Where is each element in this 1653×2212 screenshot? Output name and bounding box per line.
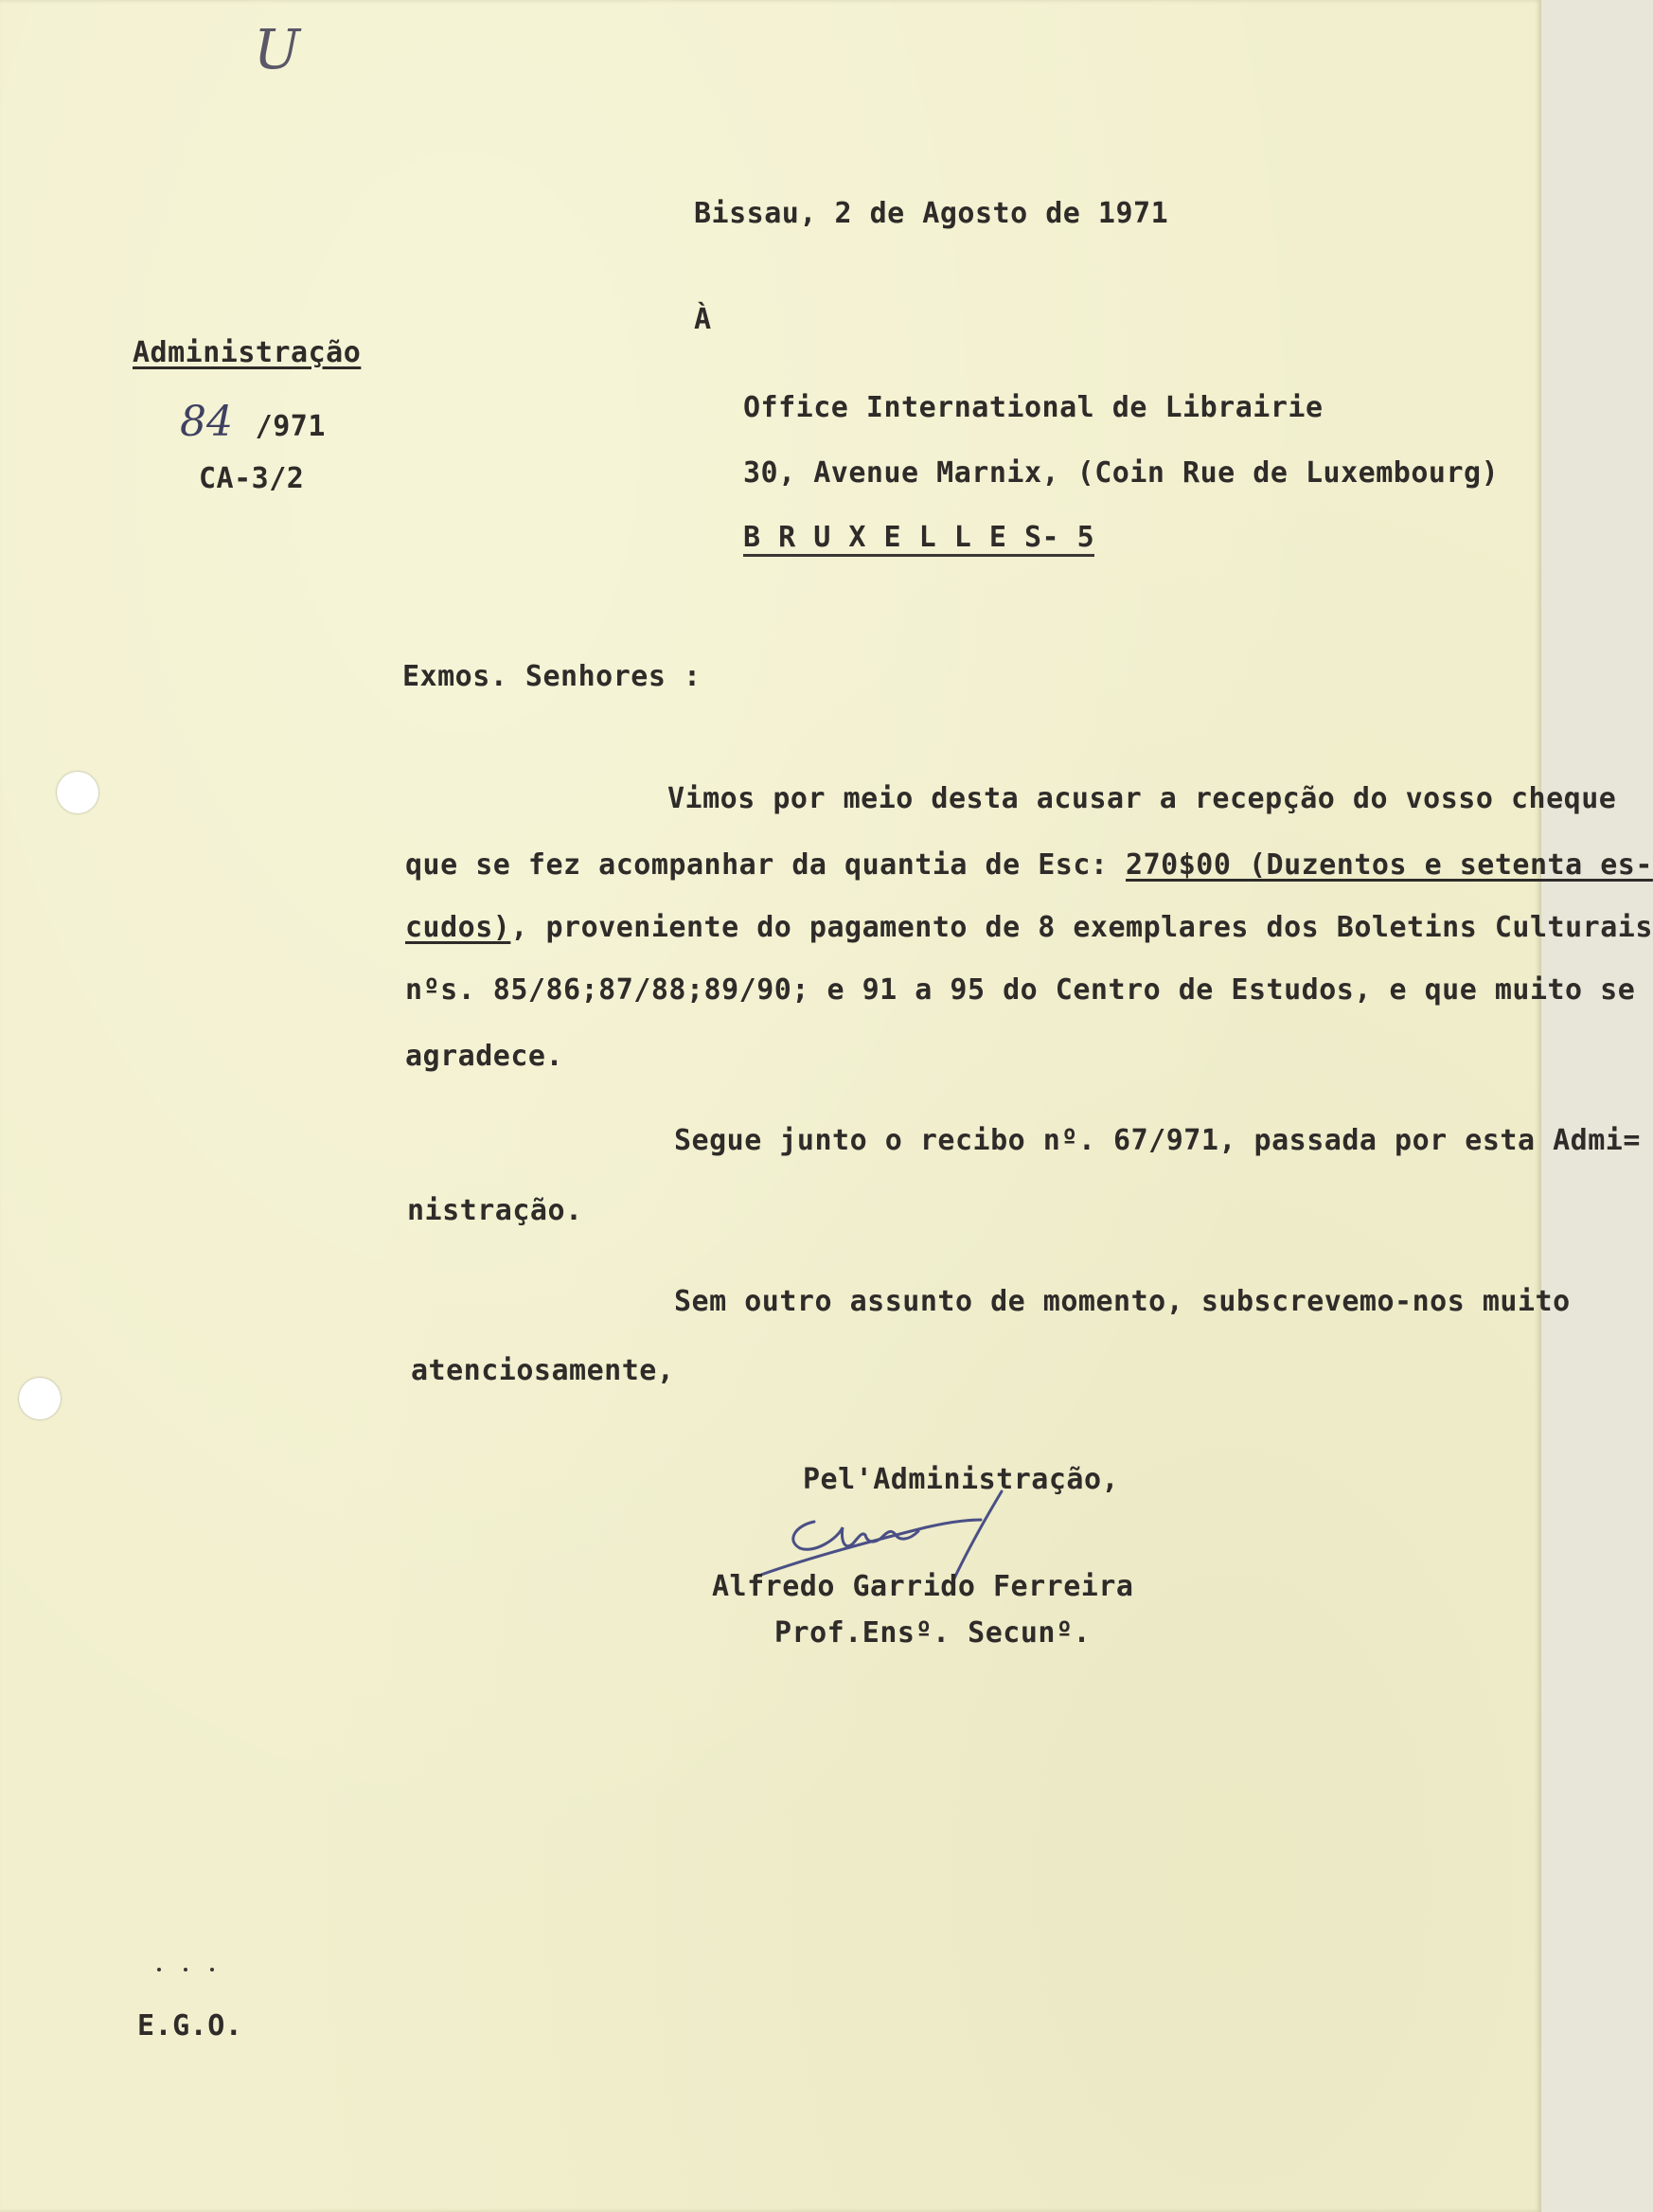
punch-hole-top [57, 772, 98, 813]
corner-handwritten-mark: U [254, 17, 300, 81]
amount-received-cont: cudos) [405, 911, 511, 944]
file-code: CA-3/2 [199, 462, 305, 495]
recipient-street: 30, Avenue Marnix, (Coin Rue de Luxembourg) [743, 456, 1500, 490]
signer-name: Alfredo Garrido Ferreira [712, 1570, 1134, 1603]
reference-year: /971 [255, 410, 326, 443]
address-prefix: À [694, 303, 712, 336]
letter-date: Bissau, 2 de Agosto de 1971 [694, 197, 1169, 230]
body-p1-line4: nºs. 85/86;87/88;89/90; e 91 a 95 do Centro de Estudos, e que muito se [405, 973, 1636, 1007]
punch-hole-bottom [19, 1378, 61, 1419]
body-p2-line2: nistração. [407, 1194, 583, 1227]
signer-title: Prof.Ensº. Secunº. [774, 1616, 1092, 1650]
body-p1-line2-text: que se fez acompanhar da quantia de Esc: [405, 848, 1127, 882]
recipient-city [743, 521, 1094, 555]
body-p3-line1: Sem outro assunto de momento, subscrevemo-nos muito [674, 1285, 1571, 1318]
body-p3-line2: atenciosamente, [411, 1354, 675, 1387]
closing-on-behalf: Pel'Administração, [803, 1463, 1120, 1496]
recipient-name: Office International de Librairie [743, 391, 1324, 424]
department-heading: Administração [133, 336, 362, 369]
dot-marks [157, 1968, 223, 1973]
reference-handwritten: 84 [180, 398, 233, 446]
body-p1-line1: Vimos por meio desta acusar a recepção do vosso cheque [667, 782, 1617, 815]
body-p1-line5: agradece. [405, 1040, 564, 1073]
reference-number [180, 398, 326, 446]
typist-initials: E.G.O. [137, 2009, 243, 2043]
salutation: Exmos. Senhores : [402, 660, 702, 693]
amount-received: 270$00 (Duzentos e setenta es- [1126, 848, 1653, 882]
body-p1-line3-text: , proveniente do pagamento de 8 exemplares dos Boletins Culturais [510, 911, 1653, 944]
recipient-city-text: B R U X E L L E S- 5 [743, 521, 1094, 557]
body-p1-line3 [405, 911, 1653, 945]
body-p2-line1: Segue junto o recibo nº. 67/971, passada por esta Admi= [674, 1124, 1641, 1157]
body-p1-line2 [405, 848, 1653, 883]
